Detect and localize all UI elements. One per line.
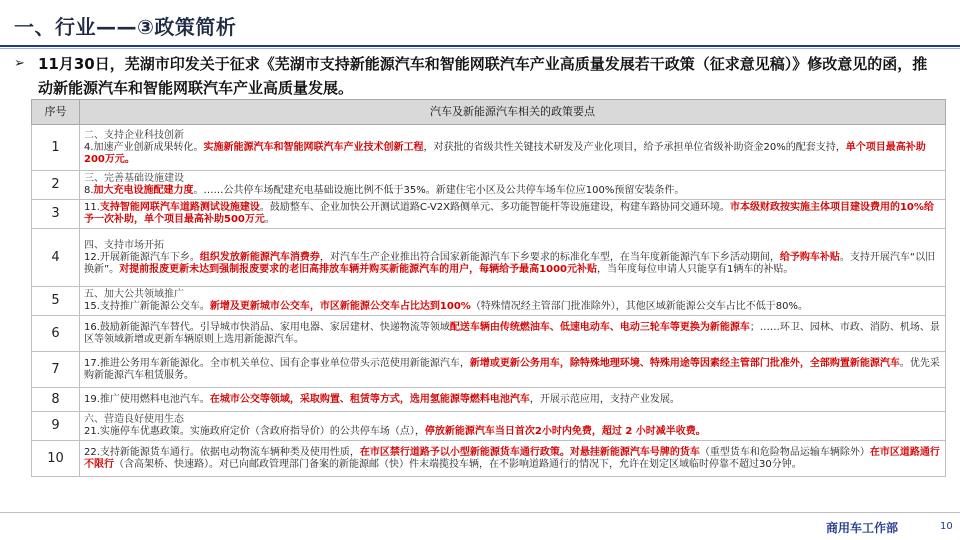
highlight-text: 在市区道路通行不限行: [84, 446, 940, 470]
policy-text: （特殊情况经主管部门批准除外），其他区域新能源公交车占比不低于80%。: [470, 301, 809, 312]
arrow-bullet-icon: ➢: [14, 56, 25, 71]
policy-cell: [80, 229, 946, 287]
header-policy: 汽车及新能源汽车相关的政策要点: [80, 100, 946, 125]
policy-text: 15.支持推广新能源公交车。: [84, 301, 210, 312]
policy-cell: [80, 287, 946, 316]
row-number: 1: [32, 125, 80, 171]
table-row: [32, 352, 946, 388]
policy-cell: [80, 316, 946, 352]
page-title: 一、行业——③政策简析: [14, 15, 237, 39]
row-number: 7: [32, 352, 80, 388]
highlight-text: 在市区禁行道路予以小型新能源货车通行政策。对悬挂新能源汽车号牌的货车: [359, 446, 700, 458]
policy-cell: [80, 200, 946, 229]
page-number: 10: [940, 521, 953, 532]
highlight-text: 新增及更新城市公交车，市区新能源公交车占比达到100%: [209, 301, 471, 312]
highlight-text: 新增或更新公务用车，除特殊地理环境、特殊用途等因素经主管部门批准外，全部购置新能源汽车: [469, 357, 900, 369]
policy-text: ，当年度每位申请人只能享有1辆车的补贴。: [597, 263, 794, 275]
table-row: [32, 441, 946, 477]
row-number: 5: [32, 287, 80, 316]
policy-text: ，对获批的省级共性关键技术研发及产业化项目，给予承担单位省级补助资金20%的配套支持，: [423, 141, 846, 153]
policy-text: 11.: [84, 202, 100, 213]
section-heading: 二、支持企业科技创新: [84, 129, 184, 141]
row-number: 10: [32, 441, 80, 477]
policy-text: 。优先采购新能源汽车租赁服务。: [84, 357, 940, 381]
highlight-text: 加大充电设施配建力度: [93, 185, 194, 196]
policy-text: 4.加速产业创新成果转化。: [84, 141, 204, 153]
row-number: 4: [32, 229, 80, 287]
policy-text: 17.推进公务用车新能源化。全市机关单位、国有企事业单位带头示范使用新能源汽车，: [84, 357, 470, 369]
policy-text: 。……公共停车场配建充电基础设施比例不低于35%。新建住宅小区及公共停车场车位应100%预留安装条件。: [193, 185, 685, 196]
section-heading: 四、支持市场开拓: [84, 239, 164, 251]
policy-text: 8.: [84, 185, 94, 196]
row-number: 6: [32, 316, 80, 352]
policy-text: 22.支持新能源货车通行。依据电动物流车辆种类及使用性质，: [84, 446, 360, 458]
table-body: [32, 125, 946, 477]
policy-text: ，开展示范应用，支持产业发展。: [529, 393, 680, 405]
highlight-text: 在城市公交等领域，采取购置、租赁等方式，选用氢能源等燃料电池汽车: [209, 393, 530, 405]
policy-text: （含高架桥、快速路）。对已向邮政管理部门备案的新能源邮（快）件末端揽投车辆，在不影响道路通行的情况下，允许在划定区域临时停靠不超过30分钟。: [114, 458, 802, 470]
footer-divider: [0, 512, 960, 513]
highlight-text: 实施新能源汽车和智能网联汽车产业技术创新工程: [203, 141, 424, 153]
highlight-text: 组织发放新能源汽车消费券: [199, 251, 320, 263]
policy-cell: [80, 352, 946, 388]
table-row: [32, 125, 946, 171]
table-row: [32, 200, 946, 229]
intro-text: 11月30日，芜湖市印发关于征求《芜湖市支持新能源汽车和智能网联汽车产业高质量发展若干政策（征求意见稿）》修改意见的函，推动新能源汽车和智能网联汽车产业高质量发展。: [38, 55, 928, 97]
policy-text: ，对汽车生产企业推出符合国家新能源汽车下乡要求的标准化车型，在当年度新能源汽车下乡活动期间，: [319, 251, 780, 263]
highlight-text: 单个项目最高补助200万元。: [84, 141, 926, 165]
policy-cell: [80, 171, 946, 200]
highlight-text: 市本级财政按实施主体项目建设费用的10%给予一次补助，单个项目最高补助500万元: [84, 202, 934, 225]
table-row: [32, 412, 946, 441]
highlight-text: 支持智能网联汽车道路测试设施建设: [99, 202, 260, 213]
header-index: 序号: [32, 100, 80, 125]
policy-text: 。支持开展汽车“以旧换新”。: [84, 251, 936, 275]
table-row: [32, 287, 946, 316]
section-heading: 六、营造良好使用生态: [84, 414, 184, 425]
policy-cell: [80, 441, 946, 477]
policy-text: 19.推广使用燃料电池汽车。: [84, 393, 210, 405]
footer-brand: 商用车工作部: [826, 521, 899, 535]
policy-cell: [80, 388, 946, 412]
policy-cell: [80, 125, 946, 171]
policy-table: [31, 99, 946, 477]
policy-text: 12.开展新能源汽车下乡。: [84, 251, 200, 263]
table-row: [32, 316, 946, 352]
title-divider-secondary: [0, 48, 960, 49]
title-bar: [0, 0, 960, 48]
policy-text: 21.实施停车优惠政策。实施政府定价（含政府指导价）的公共停车场（点），: [84, 426, 425, 437]
policy-cell: [80, 412, 946, 441]
table-row: [32, 388, 946, 412]
policy-text: 。鼓励整车、企业加快公开测试道路C-V2X路侧单元、多功能智能杆等设施建设，构建车路协同交通环境。: [259, 202, 730, 213]
section-heading: 三、完善基础设施建设: [84, 173, 184, 184]
highlight-text: 对提前报废更新未达到强制报废要求的老旧高排放车辆并购买新能源汽车的用户，每辆给予最高1000元补贴: [119, 263, 598, 275]
highlight-text: 给予购车补贴: [779, 251, 840, 263]
highlight-text: 停放新能源汽车当日首次2小时内免费，超过 2 小时减半收费。: [424, 426, 706, 437]
table-row: [32, 171, 946, 200]
section-heading: 五、加大公共领域推广: [84, 289, 184, 300]
row-number: 3: [32, 200, 80, 229]
policy-text: 16.鼓励新能源汽车替代。引导城市快消品、家用电器、家居建材、快递物流等领域: [84, 321, 450, 333]
policy-text: ；……环卫、园林、市政、消防、机场、景区等领域新增或更新车辆原则上选用新能源汽车。: [84, 321, 940, 345]
policy-text: 。: [264, 214, 275, 225]
title-divider: [0, 45, 960, 47]
table-row: [32, 229, 946, 287]
row-number: 8: [32, 388, 80, 412]
row-number: 2: [32, 171, 80, 200]
table-header-row: [32, 100, 946, 125]
policy-text: （重型货车和危险物品运输车辆除外）: [699, 446, 870, 458]
row-number: 9: [32, 412, 80, 441]
highlight-text: 配送车辆由传统燃油车、低速电动车、电动三轮车等更换为新能源车: [449, 321, 750, 333]
intro-paragraph: [14, 52, 938, 100]
